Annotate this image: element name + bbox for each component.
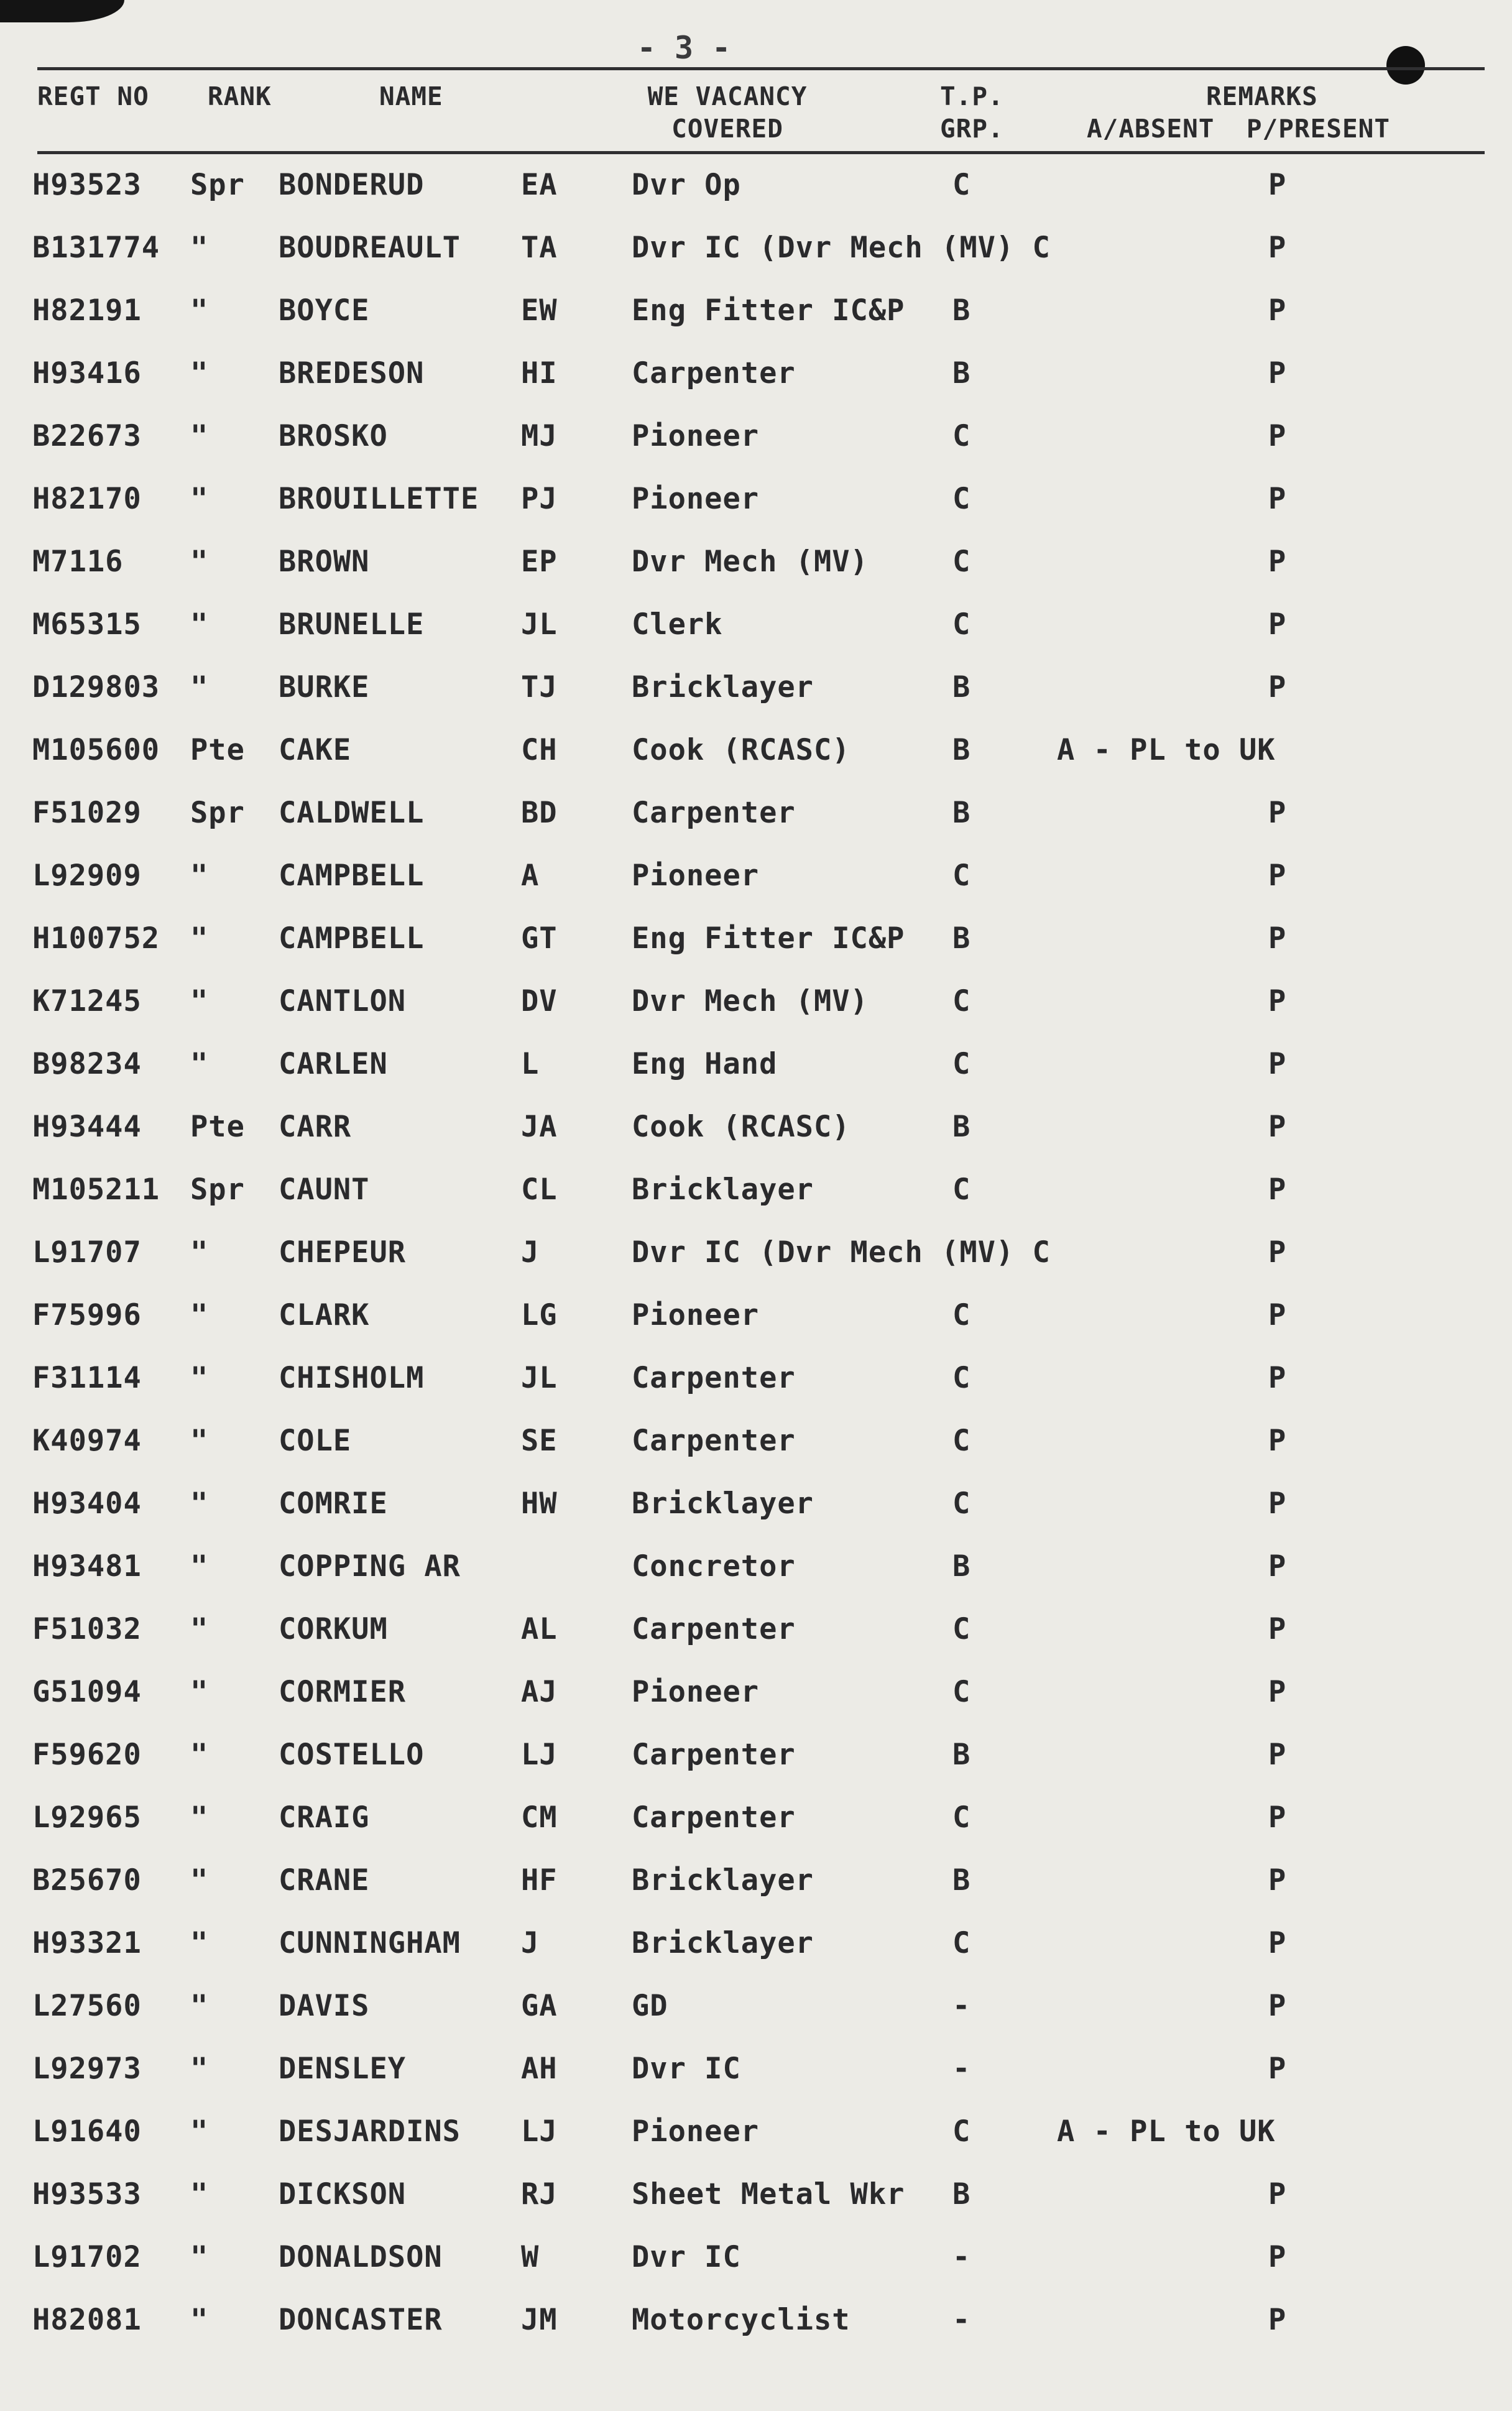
row-initials: JA: [521, 1110, 558, 1144]
table-row: [0, 596, 1512, 658]
row-name: CAMPBELL: [279, 921, 425, 956]
row-trade: GD: [632, 1989, 668, 2023]
row-regt-no: G51094: [32, 1675, 142, 1709]
row-grp: C: [952, 1675, 971, 1709]
table-row: [0, 1852, 1512, 1914]
row-rank: ": [190, 1361, 209, 1395]
row-grp: -: [952, 1989, 971, 2023]
row-regt-no: H93481: [32, 1549, 142, 1584]
row-grp: B: [952, 1549, 971, 1584]
row-trade: Bricklayer: [632, 1487, 814, 1521]
row-rank: ": [190, 1298, 209, 1332]
row-name: COLE: [279, 1424, 352, 1458]
row-name: BROUILLETTE: [279, 482, 479, 516]
row-trade: Eng Fitter IC&P: [632, 293, 905, 328]
row-name: CARLEN: [279, 1047, 388, 1081]
row-grp: C: [952, 859, 971, 893]
row-trade: Pioneer: [632, 482, 760, 516]
row-trade: Pioneer: [632, 419, 760, 453]
row-name: CALDWELL: [279, 796, 425, 830]
row-status: P: [1268, 921, 1287, 956]
row-regt-no: F51029: [32, 796, 142, 830]
table-row: [0, 2292, 1512, 2354]
row-trade: Eng Hand: [632, 1047, 778, 1081]
row-rank: ": [190, 545, 209, 579]
row-initials: CM: [521, 1800, 558, 1835]
row-rank: ": [190, 859, 209, 893]
row-regt-no: L91640: [32, 2114, 142, 2149]
row-trade: Dvr Op: [632, 168, 741, 202]
table-row: [0, 1161, 1512, 1224]
row-status: P: [1268, 796, 1287, 830]
row-remark: A - PL to UK: [1057, 733, 1276, 767]
row-rank: Spr: [190, 168, 245, 202]
row-name: BROSKO: [279, 419, 388, 453]
table-row: [0, 1099, 1512, 1161]
row-rank: ": [190, 1800, 209, 1835]
row-rank: Spr: [190, 1173, 245, 1207]
row-trade: Carpenter: [632, 1800, 796, 1835]
row-regt-no: H93523: [32, 168, 142, 202]
table-row: [0, 973, 1512, 1035]
row-rank: ": [190, 1926, 209, 1960]
row-grp: C: [952, 1926, 971, 1960]
row-trade: Pioneer: [632, 2114, 760, 2149]
row-name: DONCASTER: [279, 2303, 443, 2337]
row-trade: Dvr Mech (MV): [632, 545, 869, 579]
row-grp: B: [952, 2177, 971, 2211]
row-rank: ": [190, 2240, 209, 2274]
row-initials: GA: [521, 1989, 558, 2023]
row-initials: TJ: [521, 670, 558, 704]
table-row: [0, 1287, 1512, 1349]
row-initials: AH: [521, 2052, 558, 2086]
row-status: P: [1268, 1675, 1287, 1709]
row-name: COSTELLO: [279, 1738, 425, 1772]
table-row: [0, 282, 1512, 344]
row-grp: C: [952, 1487, 971, 1521]
row-rank: ": [190, 1549, 209, 1584]
row-name: CORMIER: [279, 1675, 407, 1709]
table-row: [0, 1664, 1512, 1726]
row-grp: C: [952, 2114, 971, 2149]
row-trade: Pioneer: [632, 859, 760, 893]
header-vacancy-line1: WE VACANCY: [647, 81, 808, 111]
row-name: CRANE: [279, 1863, 370, 1897]
row-rank: ": [190, 607, 209, 642]
row-grp: B: [952, 921, 971, 956]
row-regt-no: F31114: [32, 1361, 142, 1395]
row-grp: B: [952, 670, 971, 704]
row-trade: Motorcyclist: [632, 2303, 850, 2337]
row-initials: RJ: [521, 2177, 558, 2211]
row-trade: Cook (RCASC): [632, 1110, 850, 1144]
table-row: [0, 2040, 1512, 2103]
row-rank: Pte: [190, 1110, 245, 1144]
row-trade: Pioneer: [632, 1298, 760, 1332]
row-trade: Bricklayer: [632, 1926, 814, 1960]
row-status: P: [1268, 293, 1287, 328]
row-grp: B: [952, 1738, 971, 1772]
header-rank: RANK: [208, 81, 272, 111]
row-trade: Concretor: [632, 1549, 796, 1584]
row-status: P: [1268, 1863, 1287, 1897]
table-row: [0, 1601, 1512, 1663]
row-initials: A: [521, 859, 540, 893]
row-name: CHISHOLM: [279, 1361, 425, 1395]
row-trade: Carpenter: [632, 796, 796, 830]
row-trade: Dvr IC: [632, 2052, 741, 2086]
row-grp: C: [952, 1361, 971, 1395]
row-regt-no: D129803: [32, 670, 160, 704]
row-name: CRAIG: [279, 1800, 370, 1835]
header-remarks: REMARKS: [1206, 81, 1318, 111]
table-row: [0, 1413, 1512, 1475]
table-row: [0, 1915, 1512, 1977]
row-regt-no: F75996: [32, 1298, 142, 1332]
row-grp: C: [952, 1800, 971, 1835]
table-row: [0, 2229, 1512, 2291]
table-row: [0, 659, 1512, 721]
row-grp: C: [952, 482, 971, 516]
row-status: P: [1268, 1173, 1287, 1207]
row-initials: EP: [521, 545, 558, 579]
row-trade: Dvr Mech (MV): [632, 984, 869, 1018]
row-status: P: [1268, 1612, 1287, 1646]
row-trade: Bricklayer: [632, 670, 814, 704]
row-name: CAMPBELL: [279, 859, 425, 893]
row-name: CARR: [279, 1110, 352, 1144]
row-name: CHEPEUR: [279, 1235, 407, 1270]
row-status: P: [1268, 1361, 1287, 1395]
row-initials: SE: [521, 1424, 558, 1458]
row-regt-no: H93404: [32, 1487, 142, 1521]
row-grp: C: [952, 1173, 971, 1207]
row-grp: C: [952, 168, 971, 202]
row-status: P: [1268, 231, 1287, 265]
header-top-rule: [37, 67, 1485, 70]
row-grp: B: [952, 796, 971, 830]
table-row: [0, 847, 1512, 910]
row-rank: ": [190, 2177, 209, 2211]
row-status: P: [1268, 670, 1287, 704]
row-remark: A - PL to UK: [1057, 2114, 1276, 2149]
ink-blot: [1386, 46, 1425, 85]
row-grp: B: [952, 356, 971, 390]
row-status: P: [1268, 545, 1287, 579]
row-regt-no: M105600: [32, 733, 160, 767]
row-regt-no: H93321: [32, 1926, 142, 1960]
row-regt-no: K40974: [32, 1424, 142, 1458]
row-initials: CH: [521, 733, 558, 767]
row-grp: -: [952, 2052, 971, 2086]
row-regt-no: L91707: [32, 1235, 142, 1270]
row-grp: -: [952, 2303, 971, 2337]
row-regt-no: H82081: [32, 2303, 142, 2337]
row-grp: C: [952, 984, 971, 1018]
row-rank: ": [190, 670, 209, 704]
row-rank: ": [190, 2052, 209, 2086]
row-initials: JM: [521, 2303, 558, 2337]
row-name: CORKUM: [279, 1612, 388, 1646]
corner-ink-mark: [0, 0, 124, 22]
row-trade: Carpenter: [632, 1738, 796, 1772]
row-status: P: [1268, 1989, 1287, 2023]
row-regt-no: H93416: [32, 356, 142, 390]
table-row: [0, 1978, 1512, 2040]
row-name: COMRIE: [279, 1487, 388, 1521]
row-name: CANTLON: [279, 984, 407, 1018]
row-rank: ": [190, 1738, 209, 1772]
row-regt-no: K71245: [32, 984, 142, 1018]
row-status: P: [1268, 1047, 1287, 1081]
header-vacancy-line2: COVERED: [671, 114, 783, 144]
header-grp-line2: GRP.: [940, 114, 1004, 144]
row-regt-no: B25670: [32, 1863, 142, 1897]
row-initials: L: [521, 1047, 540, 1081]
row-initials: MJ: [521, 419, 558, 453]
header-bottom-rule: [37, 151, 1485, 154]
row-trade: Eng Fitter IC&P: [632, 921, 905, 956]
row-status: P: [1268, 1800, 1287, 1835]
row-status: P: [1268, 1110, 1287, 1144]
row-rank: ": [190, 2303, 209, 2337]
row-trade: Carpenter: [632, 1424, 796, 1458]
row-regt-no: B22673: [32, 419, 142, 453]
row-regt-no: H82170: [32, 482, 142, 516]
row-regt-no: L92965: [32, 1800, 142, 1835]
table-row: [0, 1350, 1512, 1412]
row-initials: DV: [521, 984, 558, 1018]
row-regt-no: H93444: [32, 1110, 142, 1144]
row-grp: C: [952, 545, 971, 579]
row-rank: ": [190, 1863, 209, 1897]
row-name: CUNNINGHAM: [279, 1926, 461, 1960]
row-rank: ": [190, 293, 209, 328]
row-initials: AJ: [521, 1675, 558, 1709]
row-regt-no: L92973: [32, 2052, 142, 2086]
row-initials: TA: [521, 231, 558, 265]
row-name: BRUNELLE: [279, 607, 425, 642]
row-trade: Sheet Metal Wkr: [632, 2177, 905, 2211]
row-rank: ": [190, 1424, 209, 1458]
table-row: [0, 1224, 1512, 1286]
row-name: BREDESON: [279, 356, 425, 390]
row-rank: Pte: [190, 733, 245, 767]
table-row: [0, 1726, 1512, 1789]
row-initials: LJ: [521, 2114, 558, 2149]
row-initials: AL: [521, 1612, 558, 1646]
row-name: BOUDREAULT: [279, 231, 461, 265]
table-row: [0, 1538, 1512, 1600]
row-name: CAKE: [279, 733, 352, 767]
row-trade: Cook (RCASC): [632, 733, 850, 767]
row-grp: B: [952, 1863, 971, 1897]
row-name: COPPING AR: [279, 1549, 461, 1584]
table-row: [0, 910, 1512, 972]
row-trade: Clerk: [632, 607, 723, 642]
row-grp: B: [952, 1110, 971, 1144]
table-row: [0, 533, 1512, 596]
row-grp: C: [952, 1424, 971, 1458]
table-row: [0, 345, 1512, 407]
row-name: DONALDSON: [279, 2240, 443, 2274]
table-row: [0, 1036, 1512, 1098]
row-initials: HF: [521, 1863, 558, 1897]
row-status: P: [1268, 419, 1287, 453]
row-regt-no: B98234: [32, 1047, 142, 1081]
row-name: CLARK: [279, 1298, 370, 1332]
row-trade: Dvr IC (Dvr Mech (MV) C: [632, 231, 1051, 265]
page-number: - 3 -: [637, 30, 731, 66]
row-grp: C: [952, 1298, 971, 1332]
row-name: BURKE: [279, 670, 370, 704]
row-trade: Carpenter: [632, 356, 796, 390]
row-regt-no: H100752: [32, 921, 160, 956]
row-initials: GT: [521, 921, 558, 956]
row-grp: C: [952, 607, 971, 642]
table-row: [0, 219, 1512, 282]
row-rank: Spr: [190, 796, 245, 830]
header-grp-line1: T.P.: [940, 81, 1004, 111]
row-status: P: [1268, 168, 1287, 202]
row-status: P: [1268, 1298, 1287, 1332]
row-rank: ": [190, 1487, 209, 1521]
row-status: P: [1268, 859, 1287, 893]
row-rank: ": [190, 1612, 209, 1646]
row-name: BONDERUD: [279, 168, 425, 202]
table-row: [0, 1789, 1512, 1851]
row-initials: J: [521, 1235, 540, 1270]
row-rank: ": [190, 1047, 209, 1081]
row-regt-no: M105211: [32, 1173, 160, 1207]
row-grp: B: [952, 733, 971, 767]
row-rank: ": [190, 1235, 209, 1270]
row-initials: EW: [521, 293, 558, 328]
row-grp: -: [952, 2240, 971, 2274]
row-initials: EA: [521, 168, 558, 202]
row-status: P: [1268, 1926, 1287, 1960]
row-regt-no: F51032: [32, 1612, 142, 1646]
row-regt-no: B131774: [32, 231, 160, 265]
header-name: NAME: [379, 81, 443, 111]
row-name: DENSLEY: [279, 2052, 407, 2086]
row-regt-no: H82191: [32, 293, 142, 328]
row-regt-no: H93533: [32, 2177, 142, 2211]
row-name: BOYCE: [279, 293, 370, 328]
row-rank: ": [190, 2114, 209, 2149]
row-rank: ": [190, 482, 209, 516]
row-status: P: [1268, 607, 1287, 642]
row-initials: W: [521, 2240, 540, 2274]
row-regt-no: L91702: [32, 2240, 142, 2274]
row-rank: ": [190, 356, 209, 390]
row-trade: Bricklayer: [632, 1173, 814, 1207]
row-regt-no: F59620: [32, 1738, 142, 1772]
row-status: P: [1268, 1738, 1287, 1772]
row-grp: C: [952, 419, 971, 453]
row-trade: Dvr IC: [632, 2240, 741, 2274]
row-status: P: [1268, 2177, 1287, 2211]
row-status: P: [1268, 356, 1287, 390]
row-rank: ": [190, 984, 209, 1018]
row-rank: ": [190, 1675, 209, 1709]
table-row: [0, 471, 1512, 533]
row-initials: HI: [521, 356, 558, 390]
row-status: P: [1268, 2240, 1287, 2274]
row-status: P: [1268, 984, 1287, 1018]
table-row: [0, 2103, 1512, 2165]
header-regt-no: REGT NO: [37, 81, 149, 111]
row-initials: J: [521, 1926, 540, 1960]
row-grp: B: [952, 293, 971, 328]
row-status: P: [1268, 2303, 1287, 2337]
row-trade: Pioneer: [632, 1675, 760, 1709]
table-row: [0, 1475, 1512, 1537]
row-status: P: [1268, 2052, 1287, 2086]
row-name: DAVIS: [279, 1989, 370, 2023]
row-trade: Carpenter: [632, 1612, 796, 1646]
row-grp: C: [952, 1047, 971, 1081]
row-name: DICKSON: [279, 2177, 407, 2211]
row-trade: Carpenter: [632, 1361, 796, 1395]
row-status: P: [1268, 482, 1287, 516]
row-initials: JL: [521, 1361, 558, 1395]
row-name: BROWN: [279, 545, 370, 579]
row-name: CAUNT: [279, 1173, 370, 1207]
row-initials: LG: [521, 1298, 558, 1332]
row-grp: C: [952, 1612, 971, 1646]
table-row: [0, 408, 1512, 470]
row-rank: ": [190, 419, 209, 453]
row-status: P: [1268, 1549, 1287, 1584]
row-regt-no: M65315: [32, 607, 142, 642]
row-rank: ": [190, 231, 209, 265]
table-row: [0, 722, 1512, 784]
header-remarks-legend: A/ABSENT P/PRESENT: [1087, 114, 1390, 144]
row-regt-no: L92909: [32, 859, 142, 893]
row-regt-no: M7116: [32, 545, 124, 579]
row-initials: CL: [521, 1173, 558, 1207]
row-initials: PJ: [521, 482, 558, 516]
row-initials: BD: [521, 796, 558, 830]
row-initials: HW: [521, 1487, 558, 1521]
row-initials: LJ: [521, 1738, 558, 1772]
table-row: [0, 157, 1512, 219]
row-status: P: [1268, 1487, 1287, 1521]
table-row: [0, 785, 1512, 847]
row-trade: Bricklayer: [632, 1863, 814, 1897]
row-status: P: [1268, 1424, 1287, 1458]
row-trade: Dvr IC (Dvr Mech (MV) C: [632, 1235, 1051, 1270]
row-name: DESJARDINS: [279, 2114, 461, 2149]
row-initials: JL: [521, 607, 558, 642]
row-status: P: [1268, 1235, 1287, 1270]
table-row: [0, 2166, 1512, 2228]
row-rank: ": [190, 1989, 209, 2023]
row-rank: ": [190, 921, 209, 956]
row-regt-no: L27560: [32, 1989, 142, 2023]
